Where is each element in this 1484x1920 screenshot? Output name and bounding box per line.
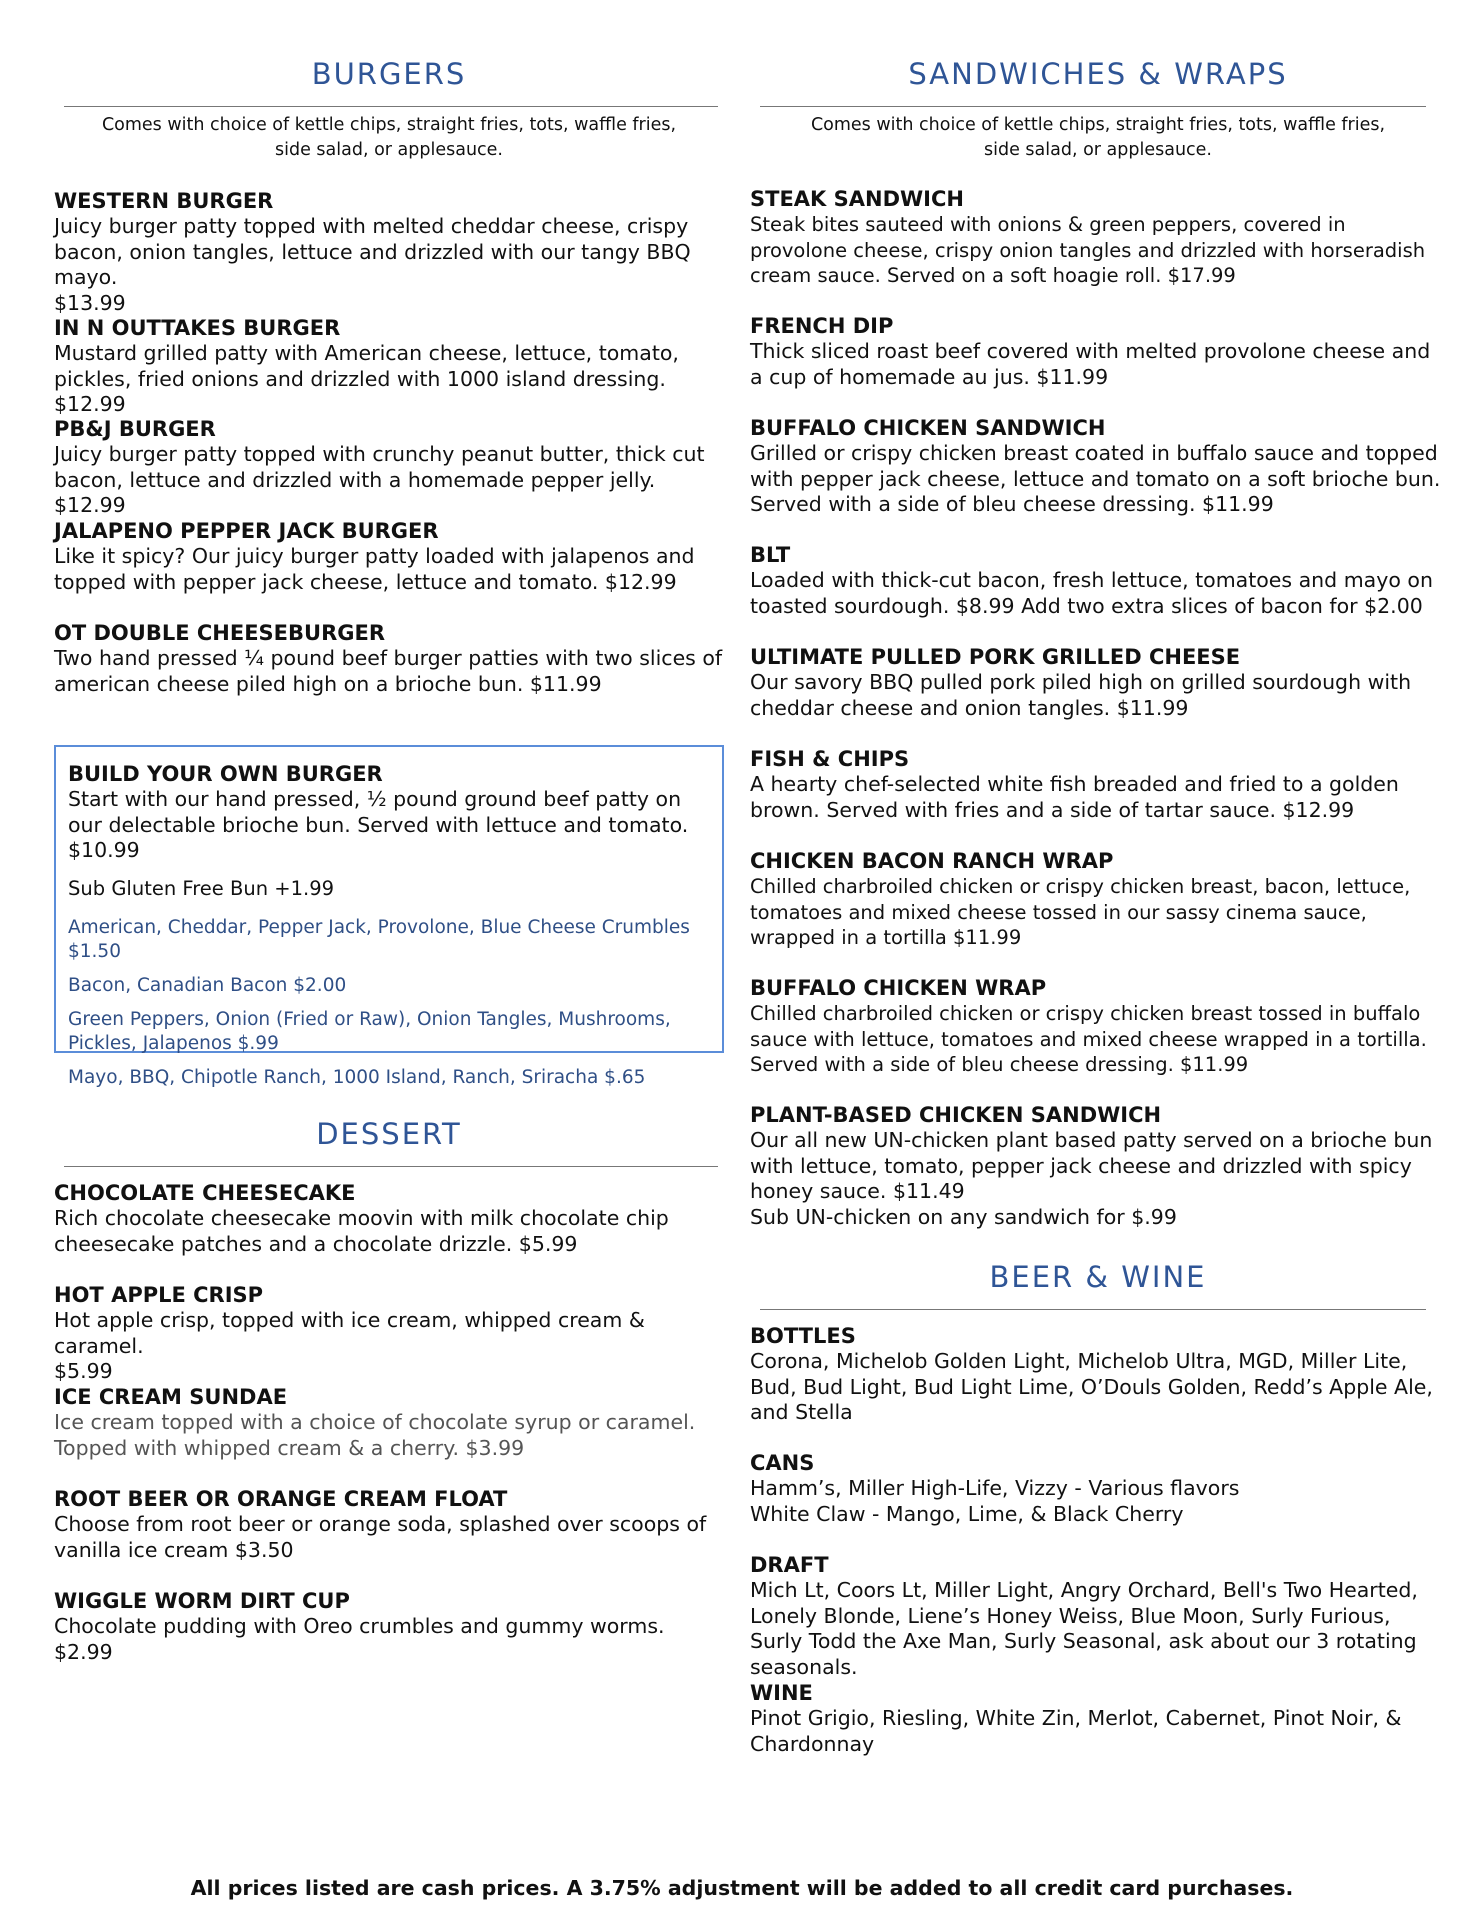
byo-title: BUILD YOUR OWN BURGER <box>68 762 383 786</box>
item-description: Steak bites sauteed with onions & green peppers, covered in provolone cheese, crispy onion tangles and drizzled with horseradish cream sauce. Served on a soft hoagie roll. $17.99 <box>750 213 1426 287</box>
byo-addon-veggies: Green Peppers, Onion (Fried or Raw), Onion Tangles, Mushrooms, Pickles, Jalapenos $.99 <box>68 1008 671 1054</box>
item-description: Loaded with thick-cut bacon, fresh lettuce, tomatoes and mayo on toasted sourdough. $8.99 Add two extra slices of bacon for $2.00 <box>750 568 1433 618</box>
menu-item-cream-float <box>54 1486 724 1563</box>
byo-addon-bacon: Bacon, Canadian Bacon $2.00 <box>68 974 347 996</box>
menu-item-plant-based-chicken-sandwich <box>750 1102 1446 1230</box>
byo-addon-sauces: Mayo, BBQ, Chipotle Ranch, 1000 Island, Ranch, Sriracha $.65 <box>68 1066 646 1088</box>
sandwiches-sides-note <box>750 113 1446 163</box>
byo-addon-cheese: American, Cheddar, Pepper Jack, Provolone, Blue Cheese Crumbles $1.50 <box>68 916 690 962</box>
item-name: IN N OUTTAKES BURGER <box>54 316 341 340</box>
dessert-section <box>54 1116 724 1167</box>
menu-item-in-n-outtakes-burger <box>54 315 724 418</box>
item-description: Ice cream topped with a choice of chocolate syrup or caramel. Topped with whipped cream & a cherry. $3.99 <box>54 1410 696 1460</box>
sandwiches-note-line2: side salad, or applesauce. <box>984 140 1212 160</box>
item-name: PLANT-BASED CHICKEN SANDWICH <box>750 1103 1162 1127</box>
item-extra-note: Sub UN-chicken on any sandwich for $.99 <box>750 1204 1177 1229</box>
item-description: Corona, Michelob Golden Light, Michelob Ultra, MGD, Miller Lite, Bud, Bud Light, Bud Light Lime, O’Douls Golden, Redd’s Apple Ale, and Stella <box>750 1349 1433 1424</box>
item-name: BLT <box>750 543 791 567</box>
item-name: PB&J BURGER <box>54 417 216 441</box>
drink-draft <box>750 1552 1446 1680</box>
item-name: WIGGLE WORM DIRT CUP <box>54 1589 350 1613</box>
item-description: Mich Lt, Coors Lt, Miller Light, Angry Orchard, Bell's Two Hearted, Lonely Blonde, Liene’s Honey Weiss, Blue Moon, Surly Furious, Surly Todd the Axe Man, Surly Seasonal, ask about our 3 rotating seasonals. <box>750 1578 1418 1679</box>
item-description: Like it spicy? Our juicy burger patty loaded with jalapenos and topped with pepper jack cheese, lettuce and tomato. $12.99 <box>54 544 695 594</box>
burgers-note-line2: side salad, or applesauce. <box>275 140 503 160</box>
burgers-note-line1: Comes with choice of kettle chips, straight fries, tots, waffle fries, <box>101 115 677 135</box>
item-name: CANS <box>750 1451 815 1475</box>
cash-price-disclaimer: All prices listed are cash prices. A 3.75% adjustment will be added to all credit card purchases. <box>190 1876 1294 1900</box>
item-description: Juicy burger patty topped with crunchy peanut butter, thick cut bacon, lettuce and drizzled with a homemade pepper jelly. $12.99 <box>54 442 705 517</box>
dessert-title: DESSERT <box>316 1117 462 1151</box>
byo-gluten-free: Sub Gluten Free Bun +1.99 <box>68 876 335 900</box>
beer-wine-section <box>750 1259 1446 1310</box>
item-description: Pinot Grigio, Riesling, White Zin, Merlot, Cabernet, Pinot Noir, & Chardonnay <box>750 1706 1402 1756</box>
burgers-divider <box>64 106 718 107</box>
build-your-own-burger-box <box>54 745 724 1088</box>
menu-item-steak-sandwich <box>750 186 1446 289</box>
item-description: Thick sliced roast beef covered with melted provolone cheese and a cup of homemade au jus. $11.99 <box>750 339 1431 389</box>
byo-description: Start with our hand pressed, ½ pound ground beef patty on our delectable brioche bun. Served with lettuce and tomato. $10.99 <box>68 787 689 862</box>
beer-wine-divider <box>760 1309 1426 1310</box>
item-name: HOT APPLE CRISP <box>54 1283 264 1307</box>
item-description-line2: White Claw - Mango, Lime, & Black Cherry <box>750 1501 1184 1526</box>
item-name: FRENCH DIP <box>750 314 894 338</box>
item-description-line1: Hamm’s, Miller High-Life, Vizzy - Various flavors <box>750 1476 1240 1500</box>
menu-item-fish-and-chips <box>750 746 1446 823</box>
burgers-sides-note <box>54 113 724 163</box>
drink-wine <box>750 1680 1446 1757</box>
item-name: DRAFT <box>750 1553 829 1577</box>
item-name: FISH & CHIPS <box>750 747 910 771</box>
item-description: Juicy burger patty topped with melted cheddar cheese, crispy bacon, onion tangles, lettuce and drizzled with our tangy BBQ mayo. <box>54 214 691 289</box>
item-name: ULTIMATE PULLED PORK GRILLED CHEESE <box>750 645 1241 669</box>
sandwiches-section <box>750 56 1446 163</box>
burgers-title: BURGERS <box>311 57 467 91</box>
item-name: ROOT BEER OR ORANGE CREAM FLOAT <box>54 1487 508 1511</box>
item-description: Two hand pressed ¼ pound beef burger patties with two slices of american cheese piled high on a brioche bun. $11.99 <box>54 646 723 696</box>
item-name: WINE <box>750 1681 813 1705</box>
item-name: OT DOUBLE CHEESEBURGER <box>54 621 385 645</box>
menu-item-ice-cream-sundae <box>54 1384 724 1461</box>
sandwiches-note-line1: Comes with choice of kettle chips, straight fries, tots, waffle fries, <box>810 115 1386 135</box>
item-description: Our savory BBQ pulled pork piled high on grilled sourdough with cheddar cheese and onion tangles. $11.99 <box>750 670 1412 720</box>
item-name: WESTERN BURGER <box>54 189 274 213</box>
item-description: Rich chocolate cheesecake moovin with milk chocolate chip cheesecake patches and a chocolate drizzle. $5.99 <box>54 1206 669 1256</box>
item-name: BUFFALO CHICKEN SANDWICH <box>750 416 1106 440</box>
item-description: Chilled charbroiled chicken or crispy chicken breast tossed in buffalo sauce with lettuce, tomatoes and mixed cheese wrapped in a tortilla. Served with a side of bleu cheese dressing. $11.99 <box>750 1002 1427 1076</box>
item-description: Our all new UN-chicken plant based patty served on a brioche bun with lettuce, tomato, pepper jack cheese and drizzled with spicy honey sauce. $11.49 <box>750 1128 1433 1203</box>
beer-wine-title: BEER & WINE <box>989 1260 1207 1294</box>
menu-item-blt <box>750 542 1446 619</box>
burgers-section <box>54 56 724 163</box>
dessert-divider <box>64 1166 718 1167</box>
item-name: CHICKEN BACON RANCH WRAP <box>750 849 1114 873</box>
item-description: Grilled or crispy chicken breast coated in buffalo sauce and topped with pepper jack cheese, lettuce and tomato on a soft brioche bun. Served with a side of bleu cheese dressing. $11.99 <box>750 441 1441 516</box>
item-description: Mustard grilled patty with American cheese, lettuce, tomato, pickles, fried onions and drizzled with 1000 island dressing. $12.99 <box>54 341 679 416</box>
menu-item-western-burger <box>54 188 724 316</box>
menu-item-pbj-burger <box>54 416 724 519</box>
item-name: CHOCOLATE CHEESECAKE <box>54 1181 356 1205</box>
menu-item-buffalo-chicken-wrap <box>750 975 1446 1078</box>
menu-item-jalapeno-burger <box>54 518 724 595</box>
item-name: ICE CREAM SUNDAE <box>54 1385 288 1409</box>
sandwiches-divider <box>760 106 1426 107</box>
menu-item-chocolate-cheesecake <box>54 1180 724 1257</box>
item-name: STEAK SANDWICH <box>750 187 964 211</box>
item-description: Chocolate pudding with Oreo crumbles and gummy worms. $2.99 <box>54 1614 665 1664</box>
menu-item-buffalo-chicken-sandwich <box>750 415 1446 518</box>
sandwiches-title: SANDWICHES & WRAPS <box>908 57 1288 91</box>
drink-bottles <box>750 1323 1446 1426</box>
menu-item-ot-double-cheeseburger <box>54 620 724 697</box>
menu-item-wiggle-worm-dirt-cup <box>54 1588 724 1665</box>
item-description: Chilled charbroiled chicken or crispy chicken breast, bacon, lettuce, tomatoes and mixed cheese tossed in our sassy cinema sauce, wrapped in a tortilla $11.99 <box>750 875 1411 949</box>
item-price: $5.99 <box>54 1359 113 1383</box>
menu-item-pulled-pork-grilled-cheese <box>750 644 1446 721</box>
item-description: Choose from root beer or orange soda, splashed over scoops of vanilla ice cream $3.50 <box>54 1512 707 1562</box>
item-name: BOTTLES <box>750 1324 856 1348</box>
item-description: A hearty chef-selected white fish breaded and fried to a golden brown. Served with fries and a side of tartar sauce. $12.99 <box>750 772 1399 822</box>
item-description: Hot apple crisp, topped with ice cream, whipped cream & caramel. <box>54 1308 645 1358</box>
menu-item-chicken-bacon-ranch-wrap <box>750 848 1446 951</box>
item-name: BUFFALO CHICKEN WRAP <box>750 976 1047 1000</box>
menu-item-french-dip <box>750 313 1446 390</box>
drink-cans <box>750 1450 1446 1527</box>
menu-item-hot-apple-crisp <box>54 1282 724 1385</box>
item-price: $13.99 <box>54 290 126 315</box>
item-name: JALAPENO PEPPER JACK BURGER <box>54 519 439 543</box>
